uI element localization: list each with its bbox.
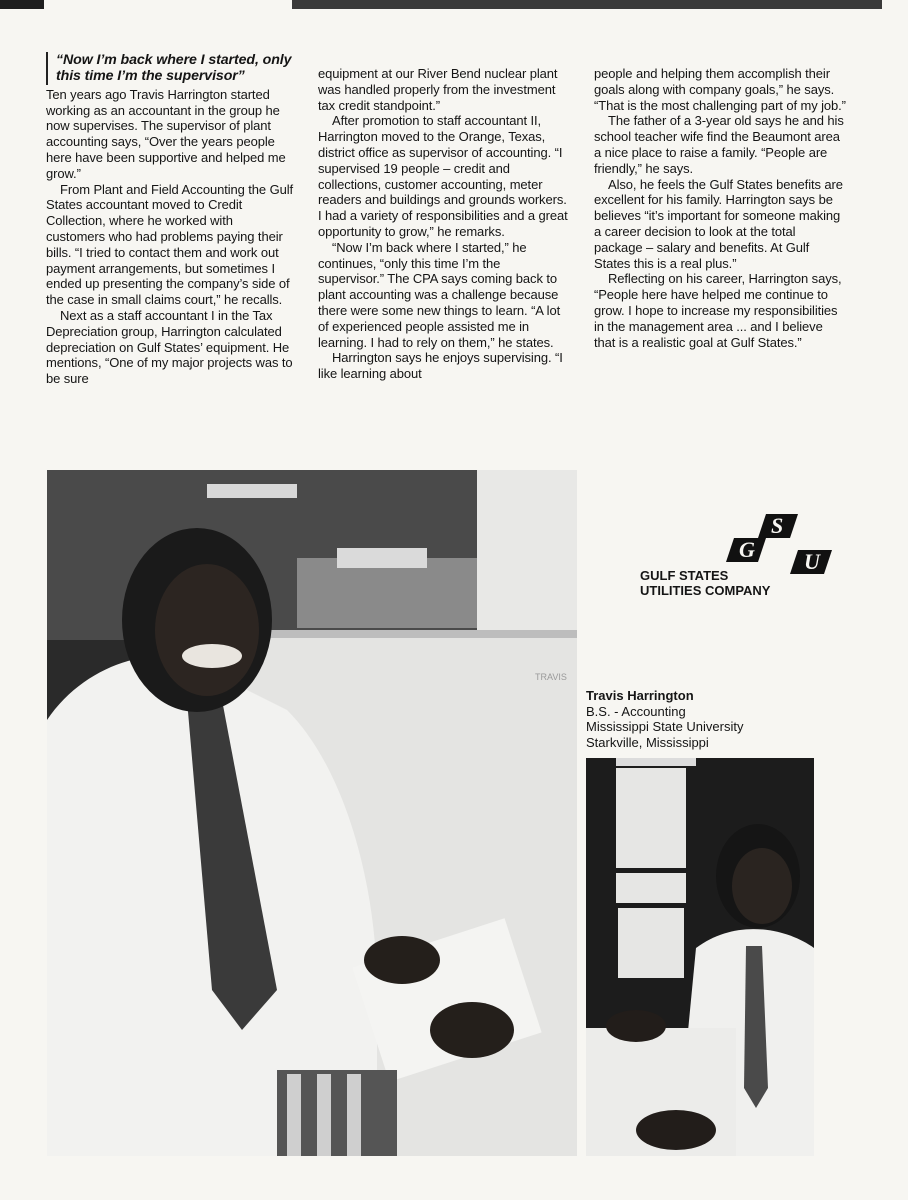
top-rule-right — [292, 0, 882, 9]
paragraph: Harrington says he enjoys supervising. “I like learning about — [318, 350, 563, 382]
paragraph: Also, he feels the Gulf States benefits are excellent for his family. Harrington says be believes “it’s important for someone making a career decision to look at the total package – salary and benefits. At Gulf States this is a real plus.” — [594, 176, 843, 271]
paragraph: After promotion to staff accountant II, Harrington moved to the Orange, Texas, district office as supervisor of accounting. “I supervised 19 people – credit and collections, customer accounting, meter readers and buildings and grounds workers. I had a variety of responsibilities and a great opportunity to grow,” he remarks. — [318, 113, 568, 239]
company-line-1: GULF STATES — [640, 568, 729, 583]
caption-school: Mississippi State University — [586, 719, 744, 735]
company-line-2: UTILITIES COMPANY — [640, 583, 771, 598]
logo-letter-u: U — [804, 549, 820, 574]
caption-degree: B.S. - Accounting — [586, 703, 686, 719]
caption-name: Travis Harrington — [586, 688, 694, 703]
article-column-3 — [594, 66, 846, 350]
paragraph: The father of a 3-year old says he and his school teacher wife find the Beaumont area a nice place to raise a family. “People are friendly,” he says. — [594, 113, 844, 176]
portrait-photo-illustration — [586, 758, 814, 1156]
article-column-2 — [318, 66, 568, 382]
paragraph: people and helping them accomplish their goals along with company goals,” he says. “That is the most challenging part of my job.” — [594, 66, 846, 113]
article-headline: “Now I’m back where I started, only this time I’m the supervisor” — [46, 52, 294, 85]
paragraph: “Now I’m back where I started,” he continues, “only this time I’m the supervisor.” The CPA says coming back to plant accounting was a challenge because there were some new things to learn. “A lot of experienced people assisted me in learning. I had to rely on them,” he states. — [318, 239, 561, 350]
paragraph: Ten years ago Travis Harrington started working as an accountant in the group he now supervises. The supervisor of plant accounting says, “Over the years people here have been supportive and helped me grow.” — [46, 86, 286, 181]
photo-caption — [586, 688, 744, 750]
nameplate-text: TRAVIS — [535, 672, 567, 682]
portrait-photo — [586, 758, 814, 1156]
top-rule-left — [0, 0, 44, 9]
paragraph: From Plant and Field Accounting the Gulf States accountant moved to Credit Collection, where he worked with customers who had problems paying their bills. “I tried to contact them and work out payment arrangements, but sometimes I ended up presenting the company’s side of the case in small claims court,” he recalls. — [46, 181, 294, 308]
caption-location: Starkville, Mississippi — [586, 734, 709, 750]
company-name — [640, 568, 770, 598]
article-column-1 — [46, 52, 294, 387]
paragraph: Next as a staff accountant I in the Tax Depreciation group, Harrington calculated depreciation on Gulf States’ equipment. He mentions, “One of my major projects was to be sure — [46, 307, 293, 387]
paragraph: Reflecting on his career, Harrington says, “People here have helped me continue to grow. I hope to increase my responsibilities in the management area ... and I believe that is a realistic goal at Gulf States.” — [594, 271, 842, 350]
logo-letter-s: S — [771, 513, 784, 538]
main-photo — [47, 470, 577, 1156]
paragraph: equipment at our River Bend nuclear plant was handled properly from the investment tax credit standpoint.” — [318, 66, 558, 113]
main-photo-illustration — [47, 470, 577, 1156]
logo-letter-g: G — [739, 537, 755, 562]
